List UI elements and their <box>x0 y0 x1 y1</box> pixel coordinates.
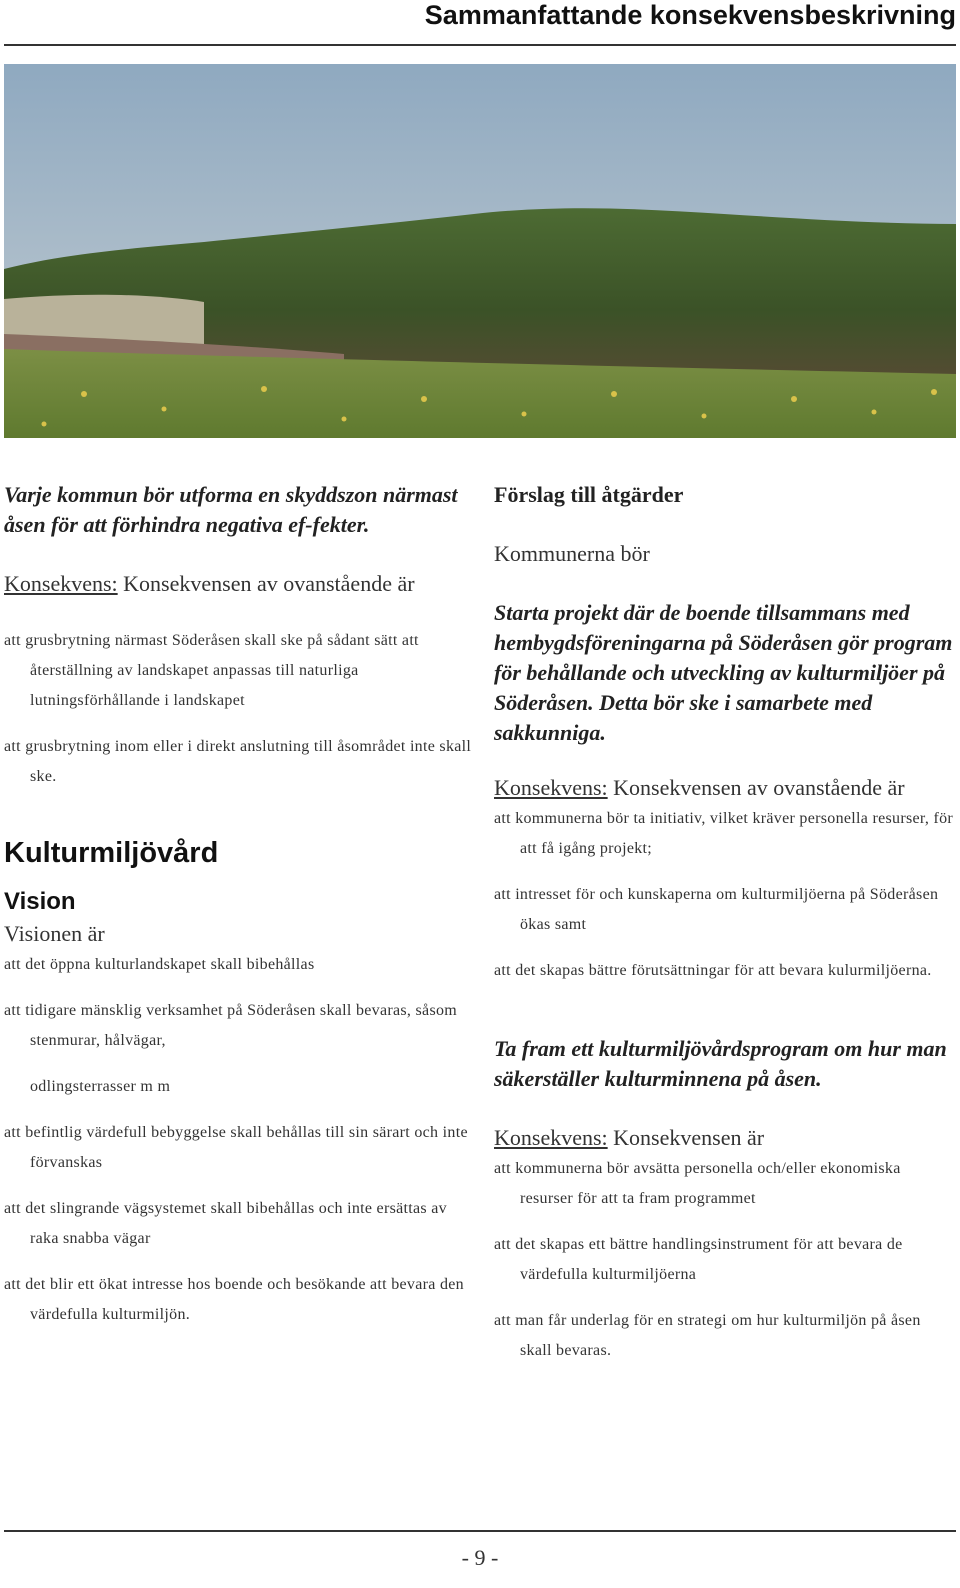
section-title: Kulturmiljövård <box>4 837 219 869</box>
vision-title: Vision <box>4 888 76 915</box>
consequence-text: Konsekvensen av ovanstående är <box>117 571 415 596</box>
consequence-text: Konsekvensen av ovanstående är <box>607 775 905 800</box>
vision-item: att det öppna kulturlandskapet skall bibehållas <box>4 956 315 973</box>
consequence-item: att kommunerna bör avsätta personella och/eller ekonomiska resurser för att ta fram programmet <box>494 1160 901 1207</box>
consequence-item: att intresset för och kunskaperna om kulturmiljöerna på Söderåsen ökas samt <box>494 886 939 933</box>
left-column <box>4 480 474 1330</box>
vision-item: att det blir ett ökat intresse hos boende och besökande att bevara den värdefulla kulturmiljön. <box>4 1276 464 1323</box>
landscape-photo <box>4 64 956 438</box>
footer-rule <box>4 1530 956 1532</box>
intro-statement: Varje kommun bör utforma en skyddszon närmast åsen för att förhindra negativa ef-fekter. <box>4 482 458 537</box>
consequence-item: att grusbrytning närmast Söderåsen skall ske på sådant sätt att återställning av landskapet anpassas till naturliga lutningsförhållande i landskapet <box>4 632 419 709</box>
consequence-label: Konsekvens: <box>494 1125 608 1150</box>
actions-title: Förslag till åtgärder <box>494 482 684 507</box>
consequence-label: Konsekvens: <box>494 775 608 800</box>
vision-intro: Visionen är <box>4 921 105 946</box>
action-proposal: Ta fram ett kulturmiljövårdsprogram om hur man säkerställer kulturminnena på åsen. <box>494 1036 947 1091</box>
consequence-label: Konsekvens: <box>4 571 118 596</box>
vision-item-continuation: odlingsterrasser m m <box>30 1078 171 1095</box>
consequence-item: att kommunerna bör ta initiativ, vilket kräver personella resurser, för att få igång projekt; <box>494 810 954 857</box>
landscape-illustration <box>4 64 956 438</box>
consequence-item: att det skapas bättre förutsättningar för att bevara kulurmiljöerna. <box>494 962 932 979</box>
actions-intro: Kommunerna bör <box>494 541 650 566</box>
consequence-heading <box>494 774 956 802</box>
action-proposal: Starta projekt där de boende tillsammans med hembygdsföreningarna på Söderåsen gör program för behållande och utveckling av kulturmiljöer på Söderåsen. Detta bör ske i samarbete med sakkunniga. <box>494 600 953 745</box>
vision-item: att tidigare mänsklig verksamhet på Söderåsen skall bevaras, såsom stenmurar, hålvägar, <box>4 1002 458 1049</box>
consequence-text: Konsekvensen är <box>607 1125 765 1150</box>
consequence-heading <box>494 1124 956 1152</box>
consequence-item: att det skapas ett bättre handlingsinstrument för att bevara de värdefulla kulturmiljöerna <box>494 1236 903 1283</box>
vision-item: att befintlig värdefull bebyggelse skall behållas till sin särart och inte förvanskas <box>4 1124 468 1171</box>
right-column <box>494 480 956 1366</box>
header-rule <box>4 44 956 46</box>
page-title: Sammanfattande konsekvensbeskrivning <box>424 0 956 30</box>
consequence-item: att man får underlag för en strategi om hur kulturmiljön på åsen skall bevaras. <box>494 1312 921 1359</box>
consequence-item: att grusbrytning inom eller i direkt anslutning till åsområdet inte skall ske. <box>4 738 472 785</box>
consequence-heading <box>4 570 474 598</box>
vision-item: att det slingrande vägsystemet skall bibehållas och inte ersättas av raka snabba vägar <box>4 1200 447 1247</box>
page-header <box>0 0 960 46</box>
page-number: - 9 - <box>461 1545 499 1570</box>
